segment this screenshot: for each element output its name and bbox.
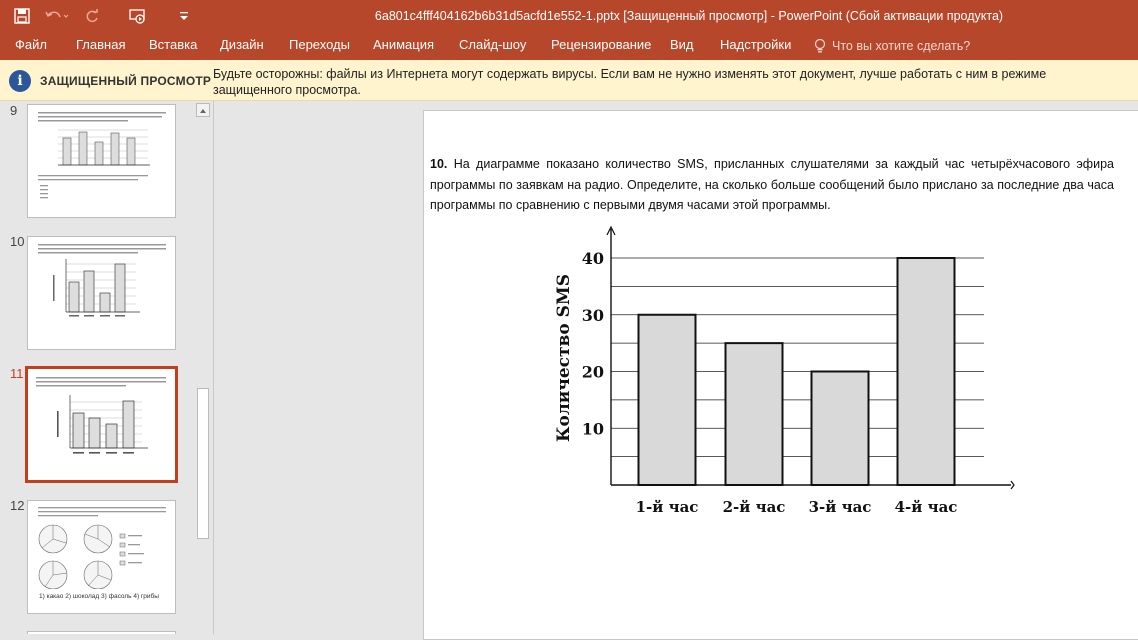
thumbnail-preview [28,237,176,350]
slide-canvas [423,110,1138,640]
tab-review[interactable]: Рецензирование [551,37,652,52]
task-body: На диаграмме показано количество SMS, присланных слушателями за каждый час четырёхчасового эфира программы по заявкам на радио. Определите, на сколько больше сообщений было прислано за последние два часа программы по сравнению с первыми двумя часами этой программы. [430,157,1114,212]
y-tick-label: 20 [581,362,604,382]
thumbnail-number: 9 [10,103,18,118]
x-tick-label: 2-й час [722,498,786,516]
task-number: 10. [430,157,448,171]
title-bar [0,0,1138,32]
y-tick-label: 30 [581,305,604,325]
tab-transitions[interactable]: Переходы [289,37,350,52]
thumbnail-preview [28,501,176,589]
tell-me-placeholder: Что вы хотите сделать? [832,39,971,53]
thumbnail-number: 10 [10,234,25,249]
tab-slideshow[interactable]: Слайд-шоу [459,37,527,52]
y-axis-label: Количество SMS [554,274,574,442]
ribbon-tabs [0,32,1138,60]
tab-addins[interactable]: Надстройки [720,37,792,52]
tab-file[interactable]: Файл [15,37,47,52]
chevron-up-icon [197,105,209,117]
tab-animation[interactable]: Анимация [373,37,435,52]
thumbnail-scrollbar[interactable] [195,101,211,634]
window-title: 6a801c4fff404162b6b31d5acfd1e552-1.pptx [Защищенный просмотр] - PowerPoint (Сбой активации продукта) [374,9,1004,23]
thumbnail-caption: 1) какао 2) шоколад 3) фасоль 4) грибы [39,593,159,600]
protected-view-label: ЗАЩИЩЕННЫЙ ПРОСМОТР [40,74,212,88]
thumbnail-number-active: 11 [10,366,24,381]
thumbnail-preview [28,105,176,218]
x-tick-label: 3-й час [808,498,872,516]
x-tick-label: 4-й час [894,498,958,516]
slide-thumbnail-10[interactable] [27,236,176,350]
bar [639,315,696,485]
task-text [430,154,1114,216]
bar [898,258,955,485]
x-tick-label: 1-й час [635,498,699,516]
slide-thumbnail-12[interactable] [27,500,176,614]
tab-design[interactable]: Дизайн [220,37,264,52]
slide-thumbnail-pane [0,101,214,634]
tab-insert[interactable]: Вставка [149,37,198,52]
bar [726,343,783,485]
slide-thumbnail-11[interactable] [25,366,178,483]
bar-chart [549,223,1019,523]
scroll-up-button[interactable] [196,103,210,117]
y-tick-label: 40 [581,249,604,268]
lightbulb-icon [814,38,826,54]
tell-me-box[interactable] [814,32,970,60]
tab-home[interactable]: Главная [76,37,126,52]
x-tick-labels [636,498,958,516]
bar [812,372,869,486]
thumbnail-number: 12 [10,498,25,513]
scrollbar-thumb[interactable] [197,388,209,539]
thumbnail-preview [28,369,175,480]
y-tick-label: 10 [581,419,604,439]
x-axis-arrow [1011,481,1014,489]
slide-thumbnail-9[interactable] [27,104,176,218]
protected-view-message: Будьте осторожны: файлы из Интернета могут содержать вирусы. Если вам не нужно изменять этот документ, лучше работать с ним в режиме защищенного просмотра. [213,67,1047,97]
tab-view[interactable]: Вид [670,37,694,52]
protected-view-banner [0,60,1138,101]
info-icon: i [9,70,31,92]
y-tick-labels [582,249,604,438]
